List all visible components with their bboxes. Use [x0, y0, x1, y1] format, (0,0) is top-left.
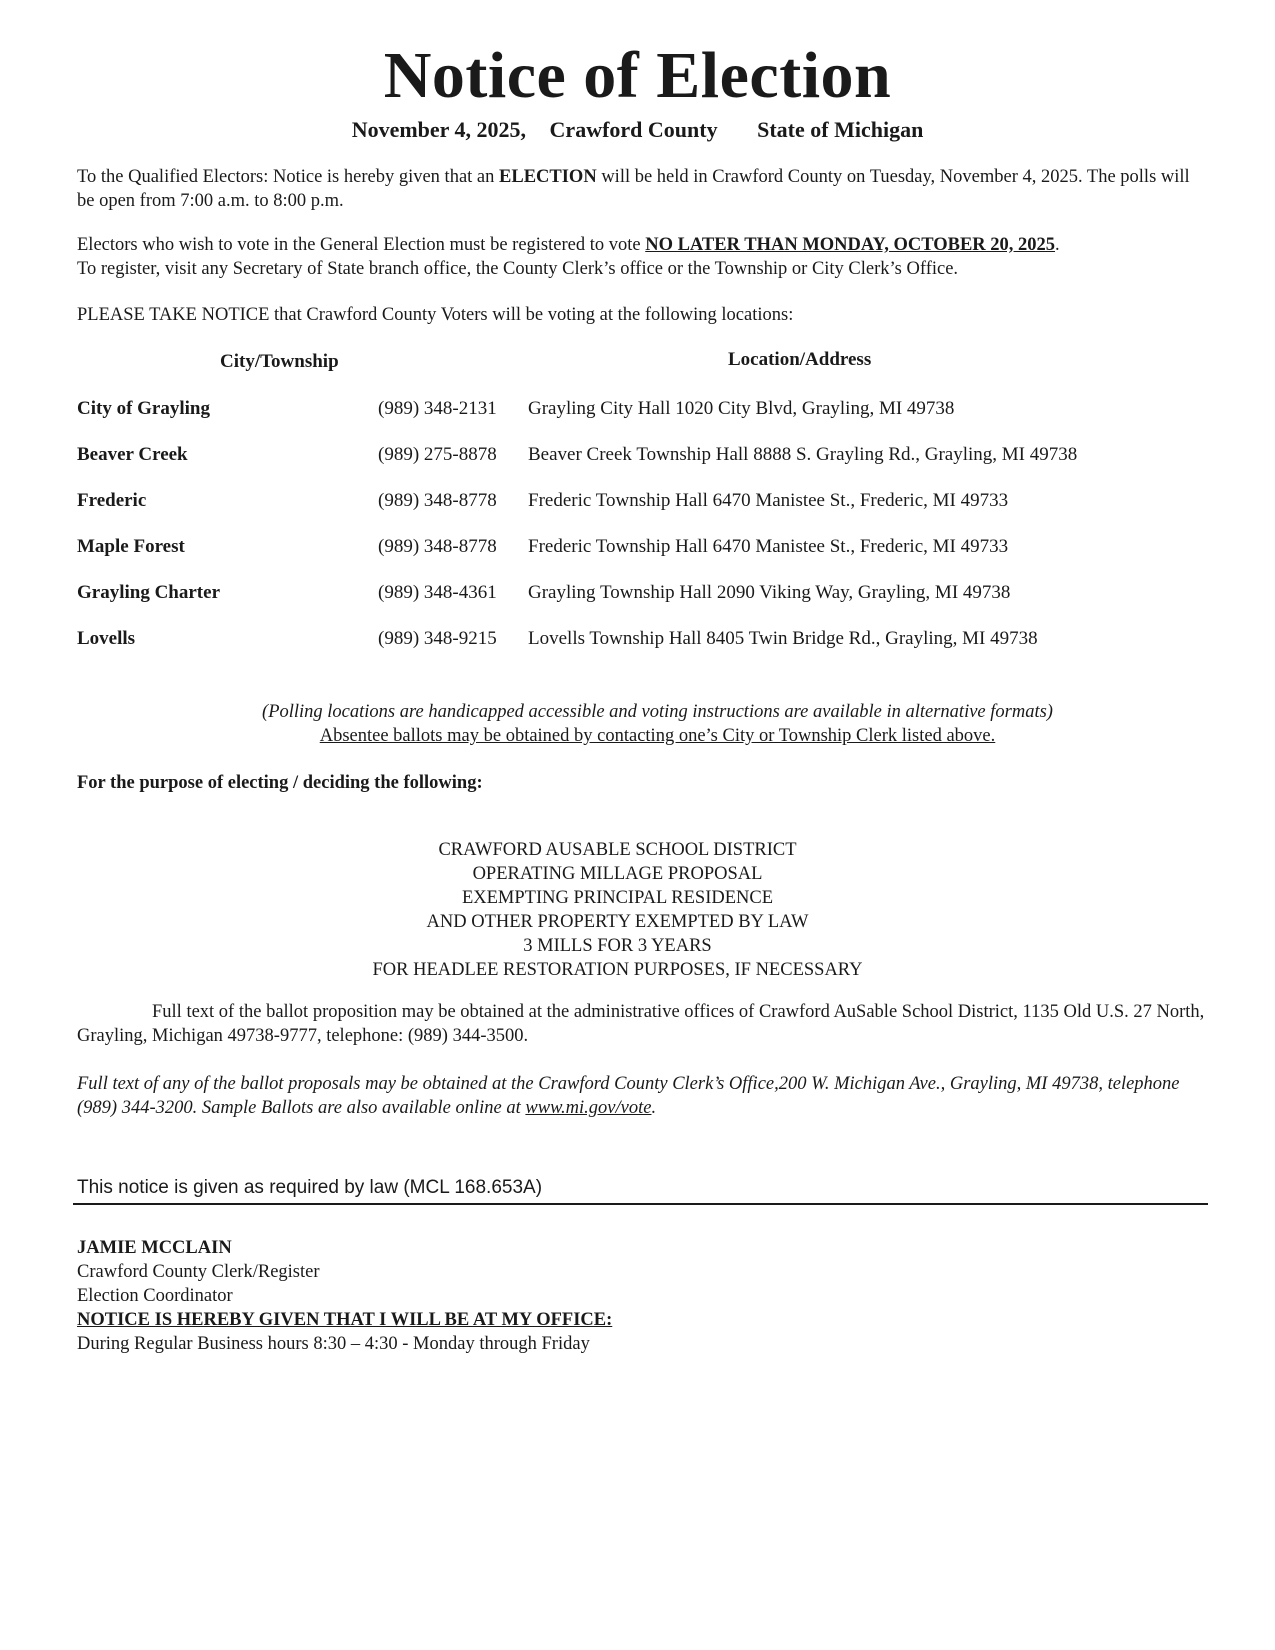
office-notice: NOTICE IS HEREBY GIVEN THAT I WILL BE AT MY OFFICE:: [77, 1310, 613, 1330]
row-city-name: Lovells: [77, 628, 136, 649]
row-phone: (989) 275-8878: [378, 444, 497, 465]
law-notice: This notice is given as required by law (MCL 168.653A): [77, 1177, 543, 1198]
row-city-name: Grayling Charter: [77, 582, 221, 603]
column-header-location: Location/Address: [728, 349, 872, 370]
school-full-text-note: Full text of the ballot proposition may be obtained at the administrative offices of Crawford AuSable School District, 1135 Old U.S. 27 North, Grayling, Michigan 49738-9777, telephone: (989) 344-3500.: [77, 1002, 1205, 1046]
table-row: [0, 443, 1275, 471]
row-address: Frederic Township Hall 6470 Manistee St., Frederic, MI 49733: [528, 490, 1009, 511]
election-date: November 4, 2025,: [351, 117, 527, 142]
table-row: [0, 397, 1275, 425]
row-city-name: Maple Forest: [77, 536, 185, 557]
purpose-heading: For the purpose of electing / deciding the following:: [77, 773, 483, 793]
row-address: Beaver Creek Township Hall 8888 S. Grayling Rd., Grayling, MI 49738: [528, 444, 1078, 465]
registration-text-3: To register, visit any Secretary of State branch office, the County Clerk’s office or the Township or City Clerk’s Office.: [77, 259, 959, 279]
proposal-line: CRAWFORD AUSABLE SCHOOL DISTRICT: [438, 840, 797, 860]
registration-text-2: .: [1055, 235, 1060, 255]
absentee-note-wrapper: [20, 724, 1275, 748]
row-phone: (989) 348-4361: [378, 582, 497, 603]
intro-paragraph: [77, 165, 1202, 213]
clerk-title: Crawford County Clerk/Register: [77, 1262, 320, 1282]
ballot-proposal: [0, 838, 1255, 982]
table-row: [0, 581, 1275, 609]
row-address: Grayling Township Hall 2090 Viking Way, Grayling, MI 49738: [528, 582, 1011, 603]
take-notice-text: PLEASE TAKE NOTICE that Crawford County Voters will be voting at the following locations:: [77, 305, 794, 325]
clerk-name: JAMIE MCCLAIN: [77, 1238, 232, 1258]
county-full-text-note: [77, 1072, 1217, 1120]
divider-line: [73, 1203, 1208, 1205]
registration-deadline: NO LATER THAN MONDAY, OCTOBER 20, 2025: [645, 235, 1056, 255]
table-row: [0, 627, 1275, 655]
county-name: Crawford County: [549, 117, 718, 142]
signature-block: [77, 1236, 612, 1356]
table-row: [0, 535, 1275, 563]
vote-website-link[interactable]: www.mi.gov/vote: [525, 1098, 652, 1118]
row-city-name: Beaver Creek: [77, 444, 188, 465]
row-address: Frederic Township Hall 6470 Manistee St., Frederic, MI 49733: [528, 536, 1009, 557]
absentee-note: Absentee ballots may be obtained by contacting one’s City or Township Clerk listed above.: [319, 726, 996, 746]
office-hours: During Regular Business hours 8:30 – 4:30 - Monday through Friday: [77, 1334, 590, 1354]
intro-text-1: To the Qualified Electors: Notice is hereby given that an: [77, 167, 500, 187]
proposal-line: AND OTHER PROPERTY EXEMPTED BY LAW: [426, 912, 809, 932]
election-subtitle: [0, 116, 1275, 144]
row-phone: (989) 348-9215: [378, 628, 497, 649]
intro-text-2: will be held in Crawford County on Tuesday, November 4, 2025. The polls will be open from 7:00 a.m. to 8:00 p.m.: [77, 167, 1190, 211]
table-row: [0, 489, 1275, 517]
clerk-role: Election Coordinator: [77, 1286, 233, 1306]
page-title: Notice of Election: [383, 39, 892, 112]
intro-election-bold: ELECTION: [499, 167, 597, 187]
row-address: Grayling City Hall 1020 City Blvd, Grayling, MI 49738: [528, 398, 955, 419]
registration-paragraph: [77, 233, 1217, 281]
row-phone: (989) 348-8778: [378, 536, 497, 557]
proposal-line: OPERATING MILLAGE PROPOSAL: [472, 864, 763, 884]
row-phone: (989) 348-8778: [378, 490, 497, 511]
row-address: Lovells Township Hall 8405 Twin Bridge Rd., Grayling, MI 49738: [528, 628, 1038, 649]
row-city-name: City of Grayling: [77, 398, 210, 419]
proposal-line: FOR HEADLEE RESTORATION PURPOSES, IF NECESSARY: [372, 960, 863, 980]
accessibility-note: (Polling locations are handicapped accessible and voting instructions are available in alternative formats): [262, 702, 1053, 722]
proposal-line: EXEMPTING PRINCIPAL RESIDENCE: [461, 888, 774, 908]
row-city-name: Frederic: [77, 490, 147, 511]
county-note-text: Full text of any of the ballot proposals may be obtained at the Crawford County Clerk’s Office,200 W. Michigan Ave., Grayling, MI 49738, telephone (989) 344-3200. Sample Ballots are also available online at: [77, 1074, 1180, 1118]
row-phone: (989) 348-2131: [378, 398, 497, 419]
proposal-line: 3 MILLS FOR 3 YEARS: [523, 936, 712, 956]
column-header-city: City/Township: [220, 351, 339, 372]
registration-text-1: Electors who wish to vote in the General Election must be registered to vote: [77, 235, 646, 255]
state-name: State of Michigan: [757, 117, 924, 142]
county-note-end: .: [651, 1098, 657, 1118]
